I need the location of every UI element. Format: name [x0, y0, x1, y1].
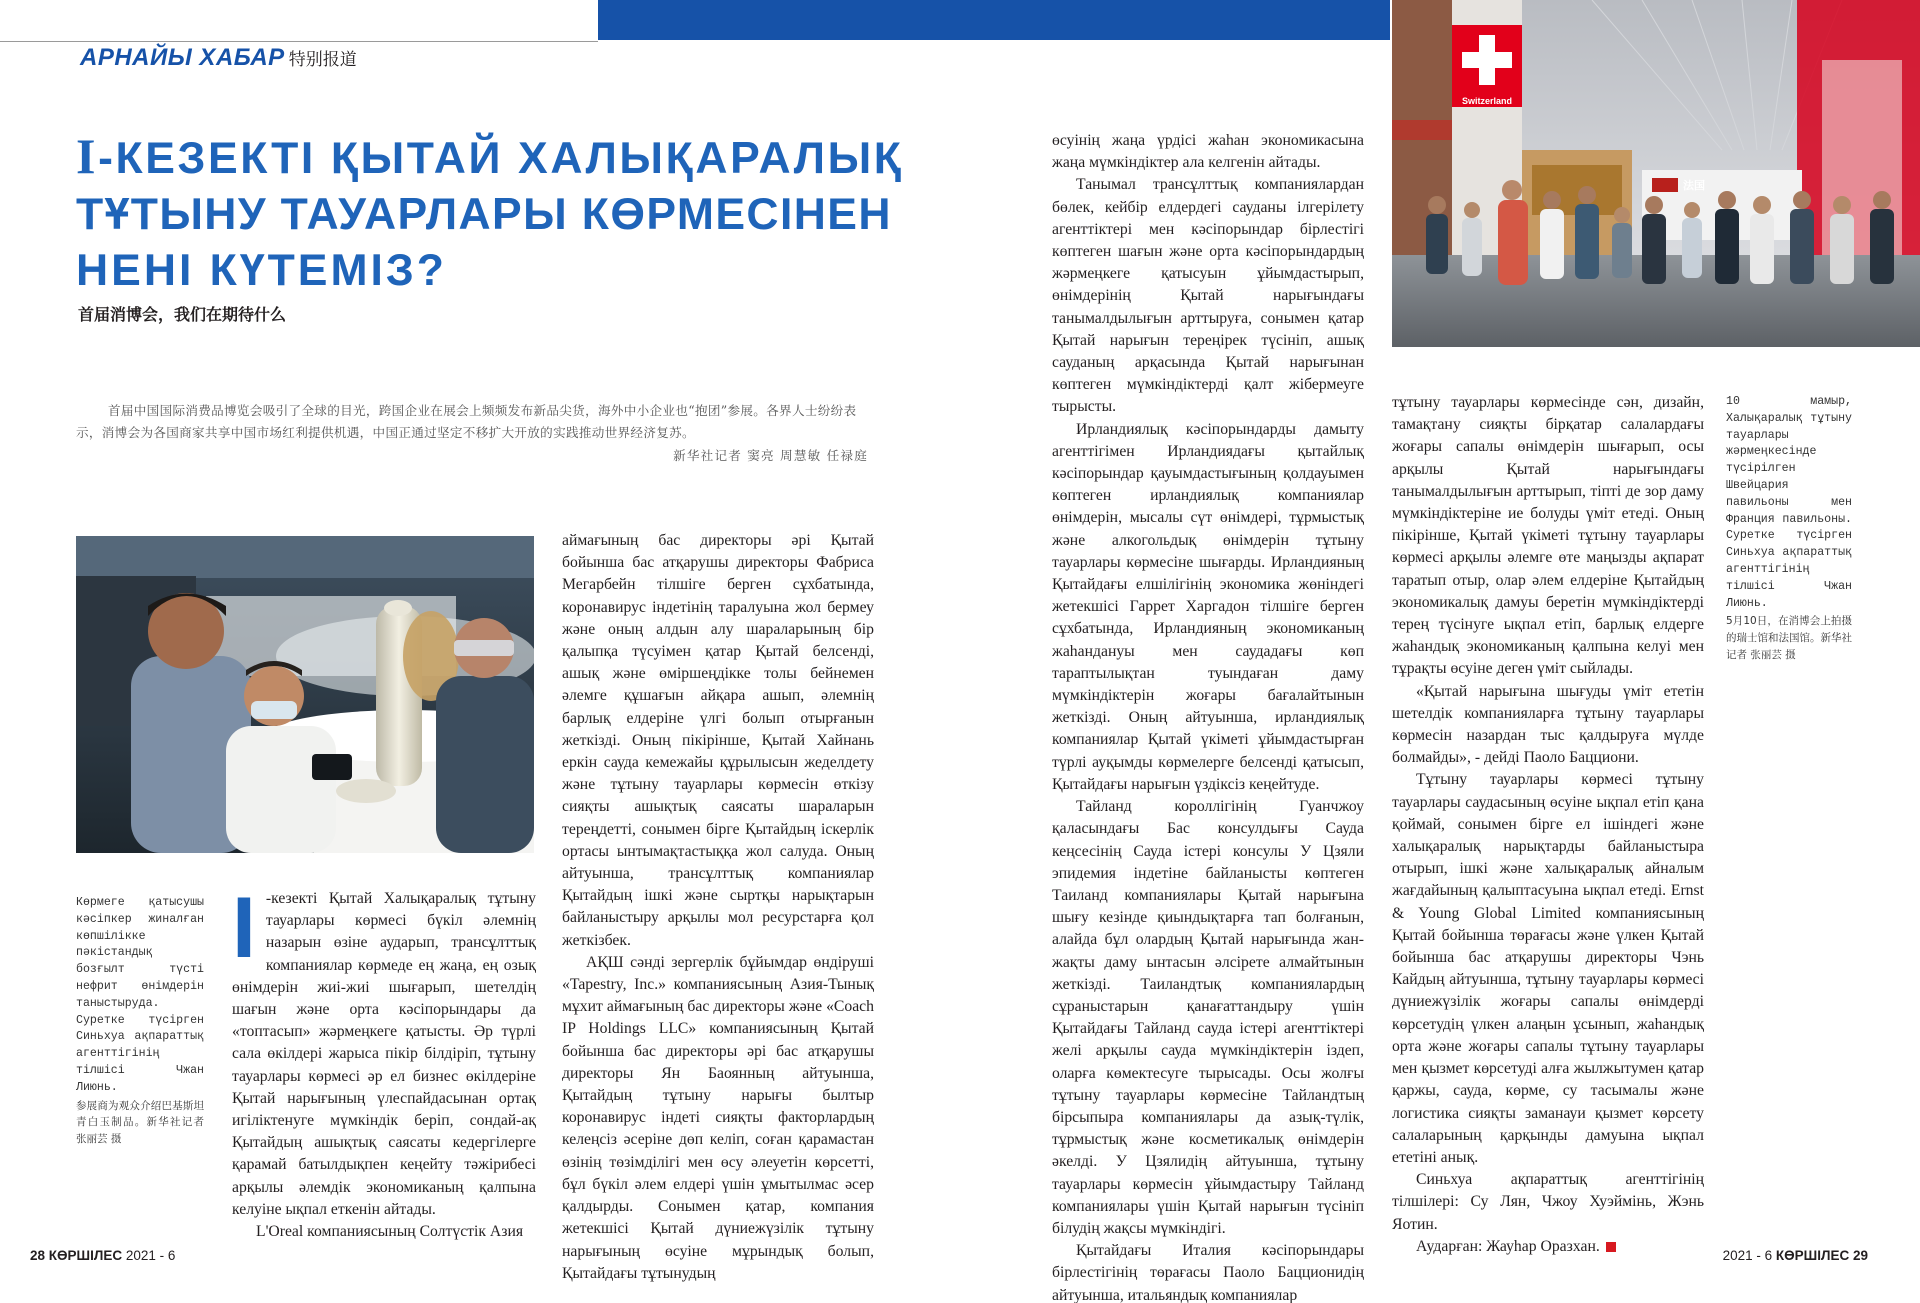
section-label-kazakh: АРНАЙЫ ХАБАР: [80, 44, 285, 71]
issue-left: 2021 - 6: [125, 1248, 176, 1263]
headline-line-2: ТҰТЫНУ ТАУАРЛАРЫ КӨРМЕСІНЕН: [76, 190, 892, 239]
article-paragraph: «Қытай нарығына шығуды үміт ететін шетелдік компанияларға тұтыну тауарлары көрмесін назардан тыс қалдыруға мүлде болмайды», - дейді Паоло Бацциони.: [1392, 682, 1704, 767]
caption-right-kazakh: 10 мамыр, Халықаралық тұтыну тауарлары жәрмеңкесінде түсірілген Швейцария павильоны мен Франция павильоны. Суретке түсірген Синьхуа ақпараттық агенттігінің тілшісі Чжан Лиюнь.: [1726, 395, 1852, 610]
lead-byline: 新华社记者 窦亮 周慧敏 任禄庭: [673, 448, 868, 463]
issue-right: 2021 - 6: [1722, 1248, 1773, 1263]
article-column-1: [232, 880, 536, 1243]
end-mark-icon: [1606, 1242, 1616, 1252]
caption-left-chinese: 参展商为观众介绍巴基斯坦青白玉制品。新华社记者 张丽芸 摄: [76, 1099, 204, 1146]
page-footer-left: [30, 1248, 175, 1263]
article-paragraph: Танымал трансұлттық компаниялардан бөлек, кейбір елдердегі сауданы ілгерілету агенттіктері мен кәсіпорындар бірлестігі көптеген шағын және орта кәсіпорындардың жәрмеңкеге қатысуын ұйымдастырып, өнімдерінің Қытай нарығындағы танымалдылығын арттыруға, сонымен қатар Қытай нарығын тереңірек түсініп, ашық сауданың арқасында Қытай нарығынан көптеген мүмкіндіктерді қалт жібермеуге тырысты.: [1052, 176, 1364, 416]
article-column-3: [1052, 130, 1364, 1303]
article-paragraph: аймағының бас директоры әрі Қытай бойынша бас атқарушы директоры Фабриса Мегарбейн тілшіге берген сұхбатында, коронавирус індетінің таралуына жол бермеу және оның алдын алу шараларының бір қалыпқа түсуімен қатар Қытай белсенді, ашық және өміршеңдікке толы бейнемен әлемге құшағын айқара ашып, әлемнің барлық елдеріне үлгі болып отырғанын жеткізді. Оның пікірінше, Қытай Хайнань еркін сауда кемежайы құрылысын жеделдету және тұтыну тауарлары көрмесін өткізу сияқты ашықтық саясаты шараларын тереңдетті, сонымен бірге Қытайдың іскерлік ортасы ынтымақтастыққа жол салуда. Оның айтуынша, трансұлттық компаниялар Қытайдың ішкі және сыртқы нарықтарын байланыстыру арқылы мол ресурстарға қол жеткізбек.: [562, 532, 874, 949]
caption-right-chinese: 5月10日，在消博会上拍摄的瑞士馆和法国馆。新华社记者 张丽芸 摄: [1726, 615, 1852, 661]
article-paragraph: өсуінің жаңа үрдісі жаһан экономикасына жаңа мүмкіндіктер ала келгенін айтады.: [1052, 132, 1364, 172]
top-blue-bar: [598, 0, 1390, 40]
article-paragraph: L'Oreal компаниясының Солтүстік Азия: [256, 1223, 524, 1241]
photo-switzerland-pavilion: [1392, 0, 1920, 347]
article-credits: Синьхуа ақпараттық агенттігінің тілшілері: Су Лян, Чжоу Хуэймінь, Жэнь Яотин.: [1392, 1171, 1704, 1233]
page-footer-right: [1723, 1248, 1868, 1263]
article-paragraph: Ирландиялық кәсіпорындарды дамыту агенттігімен Ирландиядағы қытайлық кәсіпорындар қауымдастығының қолдауымен көптеген ирландиялық компаниялар өнімдерін, мысалы сүт өнімдері, тұрмыстық және алкогольдық өнімдерін тұтыну тауарлары көрмесіне шығарды. Ирландияның Қытайдағы елшілігінің экономика жөніндегі жетекшісі Гаррет Харгадон тілшіге берген сұхбатында, Ирландияның экономиканың жаһандануы мен саудадағы көп тараптылықтан туындаған даму мүмкіндіктерін жоғары бағалайтынын жеткізді. Оның айтуынша, ирландиялық компаниялар Қытай үкіметі ұйымдастырған түрлі ауқымды көрмелерге белсенді қатысып, Қытайдағы нарығын үздіксіз кеңейтуде.: [1052, 420, 1364, 793]
article-paragraph: АҚШ сәнді зергерлік бұйымдар өндіруші «Tapestry, Inc.» компаниясының Азия-Тынық мұхит аймағының бас директоры және «Coach IP Holdings LLC» компаниясының Қытай бойынша бас директоры әрі бас атқарушы директоры Ян Баоянның айтуынша, Қытайдың тұтыну нарығы былтыр коронавирус індеті сияқты факторлардың келеңсіз әсеріне дөп келіп, соған қарамастан өзінің төзімділігі мен өсу әлеуетін көрсетті, бұл бүкіл әлем елдері үшін ұмытылмас әсер қалдырды. Сонымен қатар, компания жетекшісі Қытай дүниежүзілік тұтыну нарығының өсуіне мұрындық болып, Қытайдағы тұтынудың: [562, 953, 874, 1282]
section-rule: [0, 41, 598, 42]
drop-cap: І: [232, 880, 256, 976]
article-text: -кезекті Қытай Халықаралық тұтыну тауарлары көрмесі бүкіл әлемнің назарын өзіне аударып, трансұлттық компаниялар көрмеде ең жаңа, ең озық өнімдерін жиі-жиі шығарып, шетелдің шағын және орта кәсіпорындары да «топтасып» жәрмеңкеге қатысты. Әр түрлі сала өкілдері жарыса пікір білдіріп, тұтыну тауарлары көрмесі әр ел бизнес өкілдеріне Қытай нарығының үлеспайдасынан ортақ игіліктенуге мүмкіндік беріп, сондай-ақ Қытайдың ашықтық саясаты кедергілерге қарамай батылдықпен кеңейту тәжірибесі арқылы әлемдік экономиканың қалпына келуіне ықпал еткенін айтады.: [232, 890, 536, 1218]
article-paragraph: Тайланд короллігінің Гуанчжоу қаласындағы Бас консулдығы Сауда кеңсесінің Сауда істері консулы У Цзяли эпидемия індетіне байланысты көптеген Таиланд компаниялары Қытай нарығына шығу кезінде қиындықтарға тап болғанын, алайда бұл олардың Қытай нарығында жан-жақты даму ынтасын әлсірете алмайтынын жеткізді. Таиландтық компаниялардың сұраныстарын қанағаттандыру үшін Қытайдағы Тайланд сауда істері агенттіктері желі арқылы сауда мүмкіндіктерін іздеп, оларға көмектесуге тырысады. Осы жолғы тұтыну тауарлары көрмесіне Тайландтың бірсыпыра компаниялары да азық-түлік, тұрмыстық және косметикалық өнімдерін әкелді. У Цзялидің айтуынша, тұтыну тауарлары көрмесін ұйымдастыру Тайланд компаниялары үшін Қытай нарығын түсініп білудің жақсы мүмкіндігі.: [1052, 798, 1364, 1237]
article-paragraph: Қытайдағы Италия кәсіпорындары бірлестігінің төрағасы Паоло Бацционидің айтуынша, итальяндық компаниялар: [1052, 1242, 1364, 1303]
page-number-right: 29: [1852, 1248, 1868, 1263]
photo-caption-left: [76, 895, 204, 1148]
headline-line-1: І-КЕЗЕКТІ ҚЫТАЙ ХАЛЫҚАРАЛЫҚ: [76, 128, 904, 184]
lead-text: 首届中国国际消费品博览会吸引了全球的目光，跨国企业在展会上频频发布新品尖货，海外中小企业也“抱团”参展。各界人士纷纷表示，消博会为各国商家共享中国市场红利提供机遇，中国正通过坚定不移扩大开放的实践推动世界经济复苏。: [76, 403, 857, 440]
article-column-2: [562, 530, 874, 1285]
caption-left-kazakh: Көрмеге қатысушы кәсіпкер жиналған көпшілікке пәкістандық бозғылт түсті нефрит өнімдерін таныстыруда. Суретке түсірген Синьхуа ақпараттық агенттігінің тілшісі Чжан Лиюнь.: [76, 896, 204, 1094]
photo-switzerland-sign: Switzerland: [1461, 96, 1513, 106]
article-column-4: [1392, 392, 1704, 1258]
section-label: [80, 44, 357, 72]
lead-paragraph: [76, 400, 876, 467]
photo-france-sign: 法国: [1683, 179, 1705, 192]
article-paragraph: тұтыну тауарлары көрмесінде сән, дизайн, тамақтану сияқты бірқатар салалардағы жоғары сапалы өнімдерін шығарып, осы арқылы Қытай нарығындағы танымалдылығын арттырып, тіпті де зор даму мүмкіндіктеріне ие болуды үміт етеді. Оның пікірінше, Қытай үкіметі тұтыну тауарлары көрмесі арқылы әлемге өте маңызды ақпарат таратып отыр, олар әлем елдеріне Қытайдың экономикалық дамуы беретін мүмкіндіктерді терең түсінуге ықпал етіп, барлық елдерге жаһандық экономиканың қалпына келуі мен тұрақты өсуіне деген үміт сыйлады.: [1392, 394, 1704, 678]
headline-chinese: 首届消博会，我们在期待什么: [78, 305, 287, 324]
photo-jade-exhibit: [76, 536, 534, 853]
article-paragraph: [232, 880, 536, 1221]
page-number-left: 28: [30, 1248, 46, 1263]
magazine-name-right: КӨРШІЛЕС: [1775, 1248, 1850, 1263]
headline-line-3: НЕНІ КҮТЕМІЗ?: [76, 246, 447, 295]
magazine-name-left: КӨРШІЛЕС: [48, 1248, 123, 1263]
section-label-chinese: 特别报道: [288, 50, 357, 70]
article-paragraph: Тұтыну тауарлары көрмесі тұтыну тауарлары саудасының өсуіне ықпал етіп қана қоймай, сонымен бірге ел ішіндегі және халықаралық нарықтарды байланыстыра отырып, ішкі және халықаралық айналым жағдайының қалыптасуына ықпал етеді. Ernst & Young Global Limited компаниясының Қытай бойынша төрағасы және үлкен Қытай бойынша бас атқарушы директоры Чэнь Кайдың айтуынша, тұтыну тауарлары көрмесі дүниежүзілік жоғары сапалы өнімдерді көрсетудің үлкен алаңын ұсынып, жаһандық орта және жоғары сапалы тұтыну тауарлары мен қызмет көрсетуді алға жылжытумен қатар қаржы, сауда, көрме, су тасымалы және логистика сияқты заманауи қызмет көрсету салаларының қарқынды дамуына ықпал ететіні анық.: [1392, 771, 1704, 1166]
headline: [76, 128, 904, 299]
photo-caption-right: [1726, 394, 1852, 664]
translator-credit: [1392, 1236, 1704, 1258]
translator-text: Аударған: Жауһар Оразхан.: [1416, 1237, 1600, 1255]
